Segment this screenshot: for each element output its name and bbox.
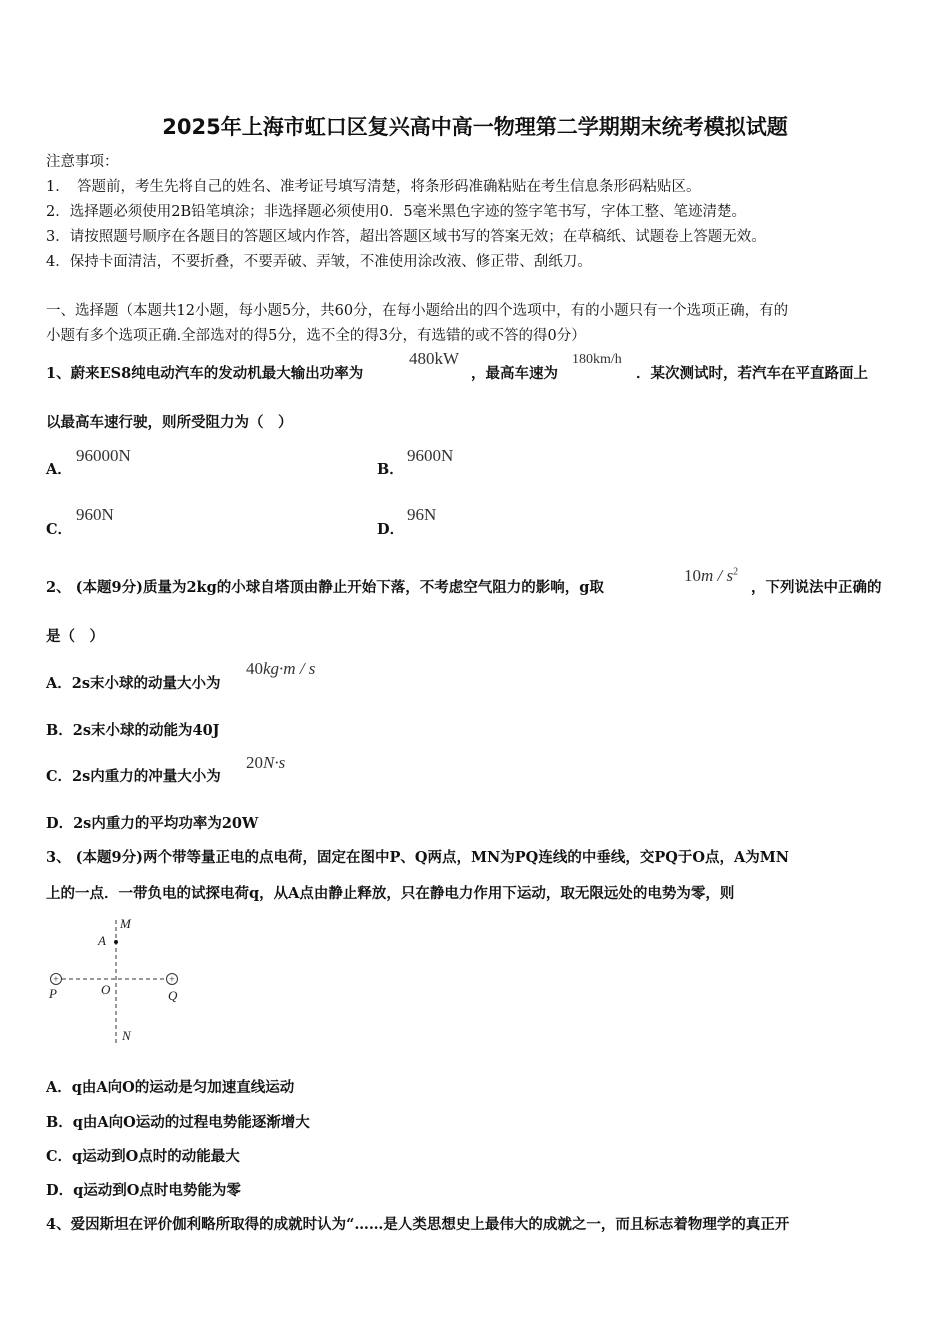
point-a-dot [114, 940, 118, 944]
q3-option-a: A．q由A向O的运动是匀加速直线运动 [46, 1079, 295, 1096]
q2-option-a-unit: kg·m / s [263, 659, 316, 678]
q1-option-c-label: C． [46, 521, 73, 538]
q2-g-unit: m / s [701, 566, 734, 585]
q2-text-part2: ，下列说法中正确的 [751, 579, 882, 596]
q1-option-c-value: 960N [76, 505, 114, 524]
q1-option-a-label: A． [46, 461, 72, 478]
charge-p-plus: + [53, 974, 59, 986]
q2-option-c-text: C．2s内重力的冲量大小为 [46, 768, 221, 785]
q2-g-exponent: 2 [733, 566, 739, 578]
q3-text-line2: 上的一点．一带负电的试探电荷q，从A点由静止释放，只在静电力作用下运动，取无限远处的电势为零，则 [46, 885, 735, 902]
q2-option-c-number: 20 [246, 753, 263, 772]
q2-g-number: 10 [684, 566, 701, 585]
q1-text-part3: ．某次测试时，若汽车在平直路面上 [636, 365, 868, 382]
q2-option-a-value [246, 659, 315, 679]
label-m: M [120, 916, 131, 931]
section-heading-line-1: 一、选择题（本题共12小题，每小题5分，共60分，在每小题给出的四个选项中，有的小题只有一个选项正确，有的 [46, 303, 789, 319]
notice-heading: 注意事项： [46, 154, 119, 170]
label-q: Q [168, 988, 178, 1003]
q2-option-a-text: A．2s末小球的动量大小为 [46, 675, 221, 692]
notice-item-4: 4．保持卡面清洁，不要折叠，不要弄破、弄皱，不准使用涂改液、修正带、刮纸刀。 [46, 254, 592, 270]
notice-item-2: 2．选择题必须使用2B铅笔填涂；非选择题必须使用0．5毫米黑色字迹的签字笔书写，字体工整、笔迹清楚。 [46, 204, 747, 220]
q3-option-b: B．q由A向O运动的过程电势能逐渐增大 [46, 1114, 310, 1131]
q2-option-a-number: 40 [246, 659, 263, 678]
section-heading-line-2: 小题有多个选项正确.全部选对的得5分，选不全的得3分，有选错的或不答的得0分） [46, 328, 586, 344]
q2-option-c-unit: N·s [263, 753, 286, 772]
q3-charge-diagram [40, 912, 200, 1052]
q1-power-value: 480kW [409, 349, 460, 368]
q1-option-a-value: 96000N [76, 446, 131, 465]
notice-item-1: 1． 答题前，考生先将自己的姓名、准考证号填写清楚，将条形码准确粘贴在考生信息条形码粘贴区。 [46, 179, 701, 195]
q2-text-line2: 是（ ） [46, 628, 104, 645]
q3-text-line1: 3、 (本题9分)两个带等量正电的点电荷，固定在图中P、Q两点，MN为PQ连线的中垂线，交PQ于O点，A为MN [46, 849, 790, 866]
q1-text-part2: ，最高车速为 [471, 365, 558, 382]
q2-option-b-text: B．2s末小球的动能为40J [46, 722, 220, 739]
q2-text-part1: 2、 (本题9分)质量为2kg的小球自塔顶由静止开始下落，不考虑空气阻力的影响，g取 [46, 579, 604, 596]
q2-option-c-value [246, 753, 285, 773]
q2-g-value [684, 566, 738, 586]
page-title: 2025年上海市虹口区复兴高中高一物理第二学期期末统考模拟试题 [162, 115, 788, 139]
q1-option-d-value: 96N [407, 505, 437, 524]
q1-text-line2: 以最高车速行驶，则所受阻力为（ ） [46, 414, 293, 431]
q2-option-d-text: D．2s内重力的平均功率为20W [46, 815, 259, 832]
notice-item-3: 3．请按照题号顺序在各题目的答题区域内作答，超出答题区域书写的答案无效；在草稿纸、试题卷上答题无效。 [46, 229, 766, 245]
label-a: A [98, 933, 106, 948]
q1-speed-value: 180km/h [572, 352, 622, 367]
label-p: P [49, 986, 57, 1001]
q1-option-d-label: D． [377, 521, 405, 538]
q3-option-d: D．q运动到O点时电势能为零 [46, 1182, 241, 1199]
q4-text-line1: 4、爱因斯坦在评价伽利略所取得的成就时认为“……是人类思想史上最伟大的成就之一，而且标志着物理学的真正开 [46, 1216, 790, 1233]
q3-option-c: C．q运动到O点时的动能最大 [46, 1148, 240, 1165]
charge-q-plus: + [169, 974, 175, 986]
q1-option-b-value: 9600N [407, 446, 454, 465]
q1-option-b-label: B． [377, 461, 404, 478]
label-n: N [122, 1028, 131, 1043]
label-o: O [101, 982, 111, 997]
q1-text-part1: 1、蔚来ES8纯电动汽车的发动机最大输出功率为 [46, 365, 364, 382]
